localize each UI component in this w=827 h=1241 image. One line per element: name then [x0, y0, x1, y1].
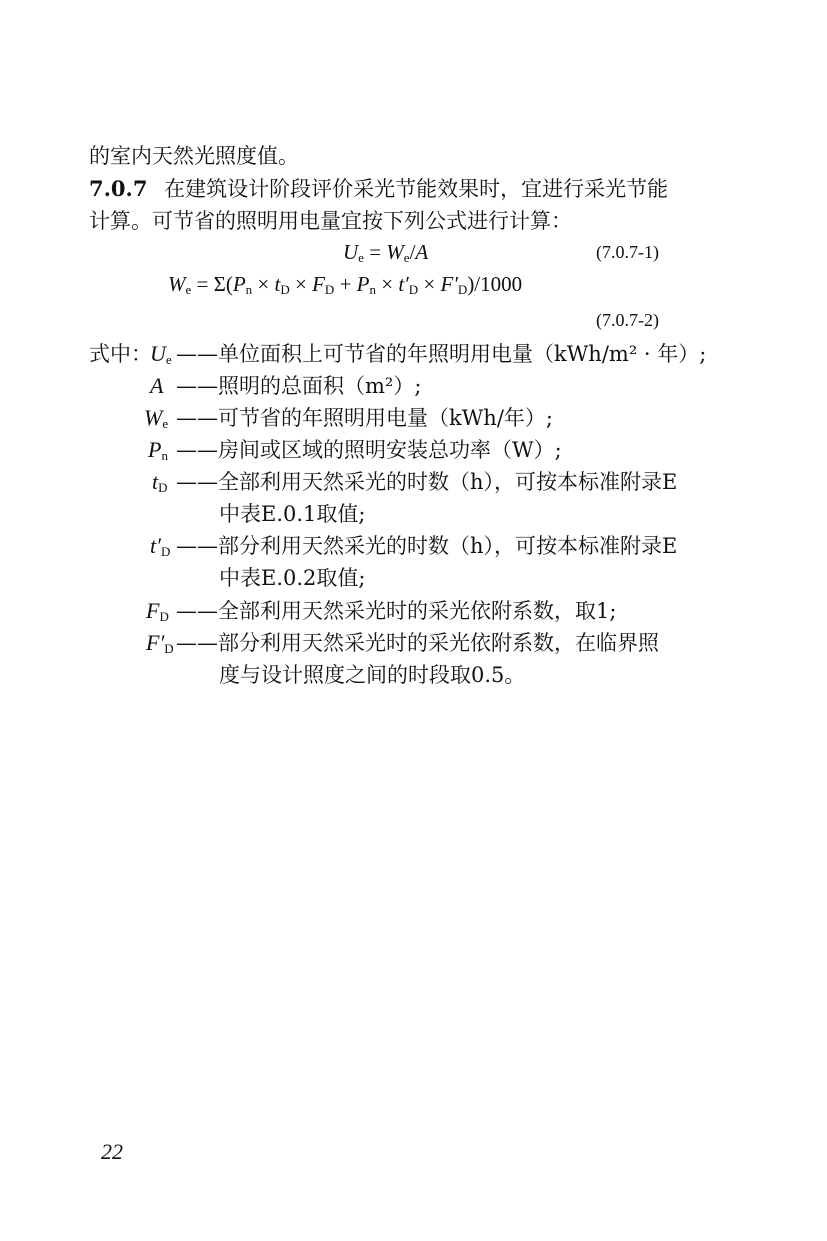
equation-2-number: (7.0.7-2)	[596, 310, 659, 330]
where-desc-3: ——可节省的年照明用电量（kWh/年）;	[176, 406, 553, 430]
where-desc-6-cont: 中表E.0.2取值;	[219, 566, 366, 590]
equation-1-number: (7.0.7-1)	[596, 242, 659, 262]
symbol-Ue: $U_e$	[150, 341, 172, 367]
symbol-FD: $F_D$	[146, 598, 169, 624]
where-prefix: 式中：	[89, 342, 152, 366]
symbol-Pn: $P_n$	[148, 437, 168, 463]
where-desc-4: ——房间或区域的照明安装总功率（W）;	[176, 438, 562, 462]
symbol-We: $W_e$	[144, 405, 169, 431]
symbol-A: A	[150, 373, 164, 398]
where-desc-7: ——全部利用天然采光时的采光依附系数，取1;	[176, 599, 617, 623]
where-desc-5: ——全部利用天然采光的时数（h），可按本标准附录E	[176, 470, 678, 494]
where-desc-2: ——照明的总面积（m²）;	[176, 374, 422, 398]
symbol-tD: $t_D$	[152, 469, 168, 495]
page-number: 22	[101, 1139, 123, 1164]
equation-2: $W_e = \Sigma(P_n \times t_D \times F_D + P_n \times t'_D \times F'_D)/1000$	[168, 272, 523, 297]
clause-line	[89, 175, 668, 203]
where-desc-1: ——单位面积上可节省的年照明用电量（kWh/m² · 年）;	[176, 342, 707, 366]
where-desc-5-cont: 中表E.0.1取值;	[219, 502, 366, 526]
where-desc-8-cont: 度与设计照度之间的时段取0.5。	[219, 663, 526, 687]
symbol-t-prime-D: $t'_D$	[150, 533, 171, 559]
where-desc-8: ——部分利用天然采光时的采光依附系数，在临界照	[176, 631, 659, 655]
clause-text: 在建筑设计阶段评价采光节能效果时，宜进行采光节能	[164, 177, 669, 201]
symbol-F-prime-D: $F'_D$	[146, 630, 174, 656]
where-desc-6: ——部分利用天然采光的时数（h），可按本标准附录E	[176, 534, 678, 558]
text-line-1: 的室内天然光照度值。	[89, 144, 299, 168]
text-line-3: 计算。可节省的照明用电量宜按下列公式进行计算：	[89, 209, 572, 233]
clause-number: 7.0.7	[89, 176, 148, 201]
equation-1: $U_e = W_e/A$	[343, 240, 429, 265]
